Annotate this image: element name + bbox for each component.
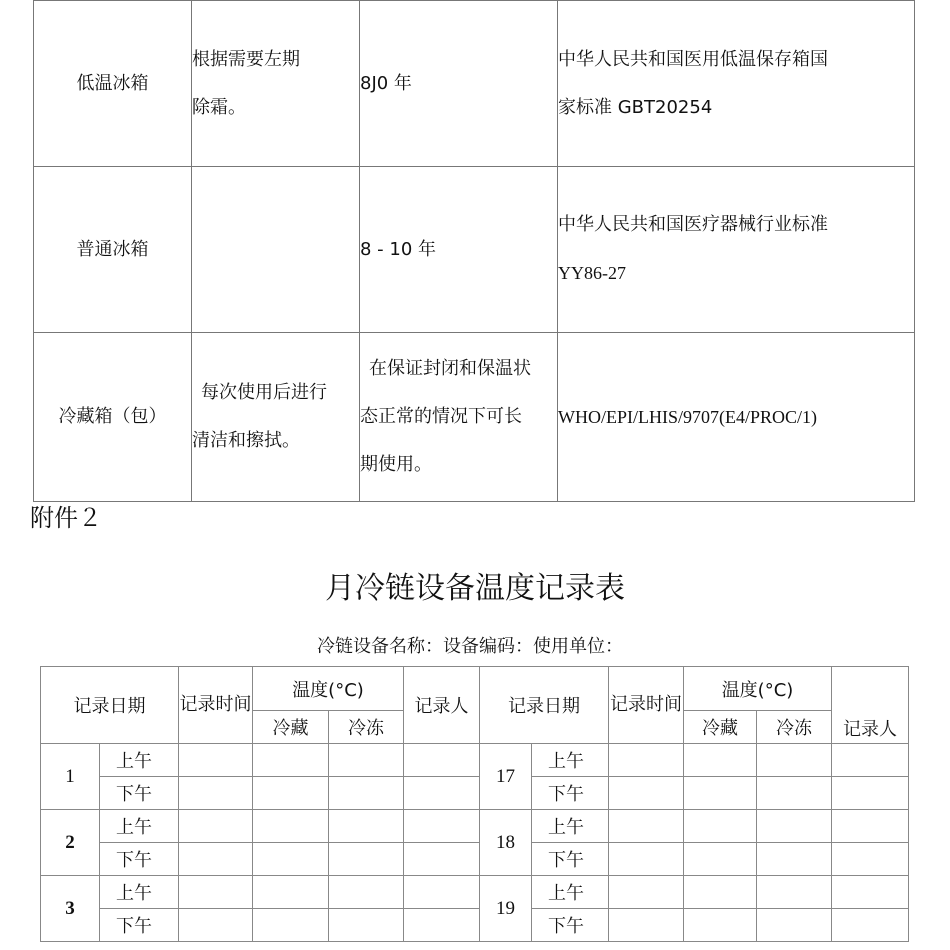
table-row	[41, 909, 909, 942]
time-cell	[179, 777, 253, 810]
day-number: 3	[41, 876, 100, 942]
table-row	[41, 777, 909, 810]
recorder-cell	[832, 744, 909, 777]
pm-label: 下午	[100, 843, 179, 876]
time-cell	[609, 777, 684, 810]
temperature-log-table	[40, 666, 909, 942]
freezer-cell	[329, 876, 404, 909]
table-row	[41, 744, 909, 777]
time-cell	[609, 876, 684, 909]
lifespan-line: 期使用。	[360, 454, 432, 475]
fridge-cell	[684, 810, 757, 843]
recorder-cell	[832, 777, 909, 810]
table-row	[41, 876, 909, 909]
equipment-row	[34, 167, 915, 333]
header-recorder: 记录人	[832, 667, 909, 744]
sheet-title: 月冷链设备温度记录表	[325, 571, 625, 606]
day-number: 19	[480, 876, 532, 942]
pm-label: 下午	[532, 909, 609, 942]
pm-label: 下午	[532, 843, 609, 876]
time-cell	[609, 810, 684, 843]
standard-cell	[558, 1, 915, 167]
recorder-cell	[832, 909, 909, 942]
standard-cell	[558, 167, 915, 333]
lifespan-cell	[360, 333, 558, 502]
recorder-cell	[832, 876, 909, 909]
am-label: 上午	[100, 876, 179, 909]
fridge-cell	[253, 777, 329, 810]
lifespan-cell	[360, 1, 558, 167]
maintenance-line: 根据需要左期	[192, 48, 300, 70]
lifespan-line: 8J0 年	[360, 72, 412, 94]
maintenance-cell	[192, 1, 360, 167]
recorder-cell	[832, 843, 909, 876]
time-cell	[179, 876, 253, 909]
freezer-cell	[757, 843, 832, 876]
freezer-cell	[757, 777, 832, 810]
maintenance-cell	[192, 333, 360, 502]
standard-line: WHO/EPI/LHIS/9707(E4/PROC/1)	[558, 406, 817, 427]
time-cell	[179, 810, 253, 843]
fridge-cell	[684, 909, 757, 942]
header-freezer: 冷冻	[329, 711, 404, 744]
freezer-cell	[757, 909, 832, 942]
fridge-cell	[684, 843, 757, 876]
attachment-label: 附件２	[30, 504, 102, 532]
pm-label: 下午	[532, 777, 609, 810]
freezer-cell	[329, 810, 404, 843]
header-date: 记录日期	[41, 667, 179, 744]
lifespan-cell	[360, 167, 558, 333]
equipment-row	[34, 1, 915, 167]
time-cell	[179, 744, 253, 777]
table-row	[41, 810, 909, 843]
freezer-cell	[757, 744, 832, 777]
sheet-subtitle: 冷链设备名称：设备编码：使用单位：	[317, 636, 623, 657]
fridge-cell	[253, 876, 329, 909]
lifespan-line: 8 - 10 年	[360, 238, 437, 260]
freezer-cell	[757, 810, 832, 843]
recorder-cell	[404, 876, 480, 909]
header-freezer: 冷冻	[757, 711, 832, 744]
freezer-cell	[329, 744, 404, 777]
standard-cell	[558, 333, 915, 502]
day-number: 17	[480, 744, 532, 810]
equipment-table	[33, 0, 915, 502]
standard-line: 家标准 GBT20254	[558, 96, 713, 118]
recorder-cell	[832, 810, 909, 843]
recorder-cell	[404, 777, 480, 810]
fridge-cell	[253, 744, 329, 777]
am-label: 上午	[532, 876, 609, 909]
header-time: 记录时间	[609, 667, 684, 744]
lifespan-line: 在保证封闭和保温状	[369, 358, 531, 379]
fridge-cell	[684, 744, 757, 777]
freezer-cell	[329, 777, 404, 810]
standard-line: 中华人民共和国医用低温保存箱国	[558, 48, 828, 70]
recorder-cell	[404, 843, 480, 876]
recorder-cell	[404, 744, 480, 777]
time-cell	[179, 843, 253, 876]
fridge-cell	[684, 777, 757, 810]
pm-label: 下午	[100, 909, 179, 942]
header-row	[41, 667, 909, 711]
time-cell	[609, 744, 684, 777]
time-cell	[609, 843, 684, 876]
header-date: 记录日期	[480, 667, 609, 744]
maintenance-line: 每次使用后进行	[201, 382, 327, 403]
recorder-cell	[404, 909, 480, 942]
equipment-type: 冷藏箱（包）	[34, 333, 192, 502]
header-temperature: 温度(°C)	[253, 667, 404, 711]
header-temperature: 温度(°C)	[684, 667, 832, 711]
time-cell	[609, 909, 684, 942]
equipment-type: 普通冰箱	[34, 167, 192, 333]
lifespan-line: 态正常的情况下可长	[360, 406, 522, 427]
day-number: 2	[41, 810, 100, 876]
day-number: 18	[480, 810, 532, 876]
standard-line: 中华人民共和国医疗器械行业标准	[558, 214, 828, 235]
header-fridge: 冷藏	[253, 711, 329, 744]
am-label: 上午	[100, 810, 179, 843]
recorder-cell	[404, 810, 480, 843]
header-fridge: 冷藏	[684, 711, 757, 744]
header-time: 记录时间	[179, 667, 253, 744]
am-label: 上午	[100, 744, 179, 777]
table-row	[41, 843, 909, 876]
fridge-cell	[253, 843, 329, 876]
freezer-cell	[329, 909, 404, 942]
am-label: 上午	[532, 810, 609, 843]
maintenance-line: 除霜。	[192, 96, 246, 118]
equipment-row	[34, 333, 915, 502]
maintenance-cell	[192, 167, 360, 333]
equipment-type: 低温冰箱	[34, 1, 192, 167]
freezer-cell	[329, 843, 404, 876]
fridge-cell	[253, 909, 329, 942]
day-number: 1	[41, 744, 100, 810]
am-label: 上午	[532, 744, 609, 777]
pm-label: 下午	[100, 777, 179, 810]
standard-line: YY86-27	[558, 263, 626, 283]
fridge-cell	[253, 810, 329, 843]
fridge-cell	[684, 876, 757, 909]
time-cell	[179, 909, 253, 942]
maintenance-line: 清洁和擦拭。	[192, 430, 300, 451]
freezer-cell	[757, 876, 832, 909]
header-recorder: 记录人	[404, 667, 480, 744]
